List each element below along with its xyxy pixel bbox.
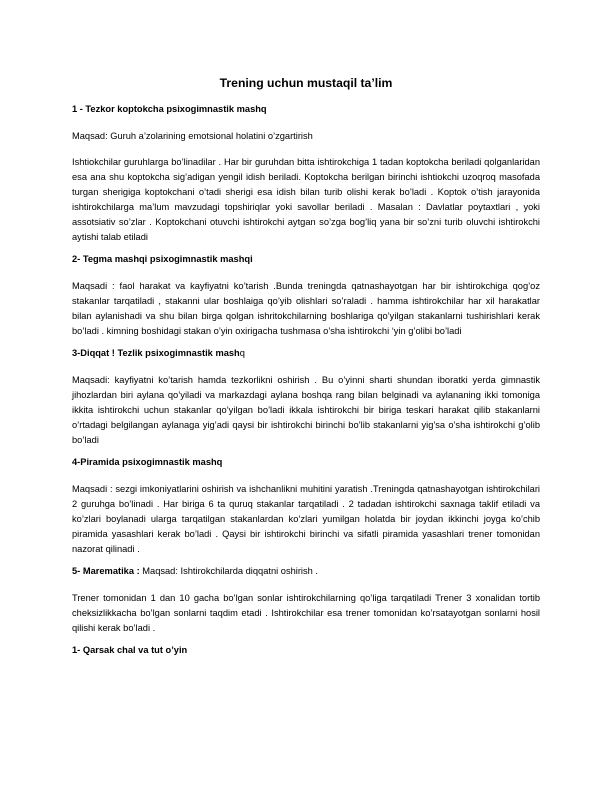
document-title: Trening uchun mustaqil ta’lim (219, 76, 393, 90)
section-1-heading: 1 - Tezkor koptokcha psixogimnastik mashq (72, 104, 267, 114)
section-1 (72, 103, 540, 245)
section-5-heading (72, 565, 540, 578)
section-5-heading-tail: Maqsad: Ishtirokchilarda diqqatni oshirish . (142, 566, 318, 576)
section-6-heading: 1- Qarsak chal va tut o’yin (72, 645, 188, 655)
section-5-heading-text: 5- Marematika : (72, 566, 143, 576)
section-1-body: Ishtiokchilar guruhlarga bo’linadilar . Har bir guruhdan bitta ishtirokchiga 1 tadan koptokcha beriladi qolganlaridan esa ana shu koptokcha sig’adigan yengil idish beriladi. Koptokcha berilgan birinchi ishtiokchi uzoqroq masofada turgan sherigiga koptokchani o’tadi sherigi esa idish bilan turib olishi kerak bo’ladi . Koptok o’tish jarayonida ishtirokchilarga ma’lum mavzudagi topshiriqlar yoki savollar beriladi . Masalan : Davlatlar poytaxtlari , yoki assotsiativ so’zlar . Koptokchani otuvchi ishtirokchi aytgan so’zga bog’liq yana bir so’zni turib oluvchi ishtirokchi aytishi talab etiladi (72, 157, 540, 242)
section-4-heading: 4-Piramida psixogimnastik mashq (72, 457, 223, 467)
section-3-body: Maqsadi: kayfiyatni ko’tarish hamda tezkorlikni oshirish . Bu o’yinni sharti shundan iboratki yerda gimnastik jihozlardan biri aylana qo’yiladi va markazdagi aylana boshqa rang bilan belginadi va aylananing ikki tomoniga ikkita ishtirokchi uchun stakanlar qo’yilgan bo’ladi ikkala ishtirokchi bir biriga teskari harakat qilib stakanlarni o’rtadagi belgilangan aylanaga yig’adi qaysi bir ishtirokchi birinchi bo’lib stakanlarni yig’sa o’sha ishtirokchi g’olib bo’ladi (72, 375, 540, 445)
section-6 (72, 644, 540, 657)
section-3 (72, 347, 540, 448)
section-3-heading (72, 347, 540, 360)
section-2-heading: 2- Tegma mashqi psixogimnastik mashqi (72, 254, 253, 264)
section-5-body: Trener tomonidan 1 dan 10 gacha bo’lgan sonlar ishtirokchilarning qo’liga tarqatiladi Trener 3 xonalidan tortib cheksizlikkacha bo’lgan sonlarni taqdim etadi . Ishtirokchilar esa trener tomonidan ko’rsatayotgan sonlarni hosil qilishi kerak bo’ladi . (72, 593, 540, 633)
section-2-body: Maqsadi : faol harakat va kayfiyatni ko’tarish .Bunda treningda qatnashayotgan har bir ishtirokchiga qog’oz stakanlar tarqatiladi , stakanni ular boshlaiga qo’yib olishlari so’raladi . hamma ishtirokchilar har xil harakatlar bilan aylanishadi va shu bilan birga qolgan ishritokchilarning boshlariga qo’yilgan stakanlarni tushirishlari kerak bo’ladi . kimning boshidagi stakan o’yin oxirigacha tushmasa o’sha ishtirokchi ‘yin g’olibi bo’ladi (72, 281, 540, 336)
section-2 (72, 253, 540, 339)
section-3-heading-tail: q (239, 348, 245, 358)
section-3-heading-text: 3-Diqqat ! Tezlik psixogimnastik mash (72, 348, 240, 358)
section-5 (72, 565, 540, 636)
section-4-body: Maqsadi : sezgi imkoniyatlarini oshirish va ishchanlikni muhitini yaratish .Treningda qatnashayotgan ishtirokchilari 2 guruhga bo’linadi . Har biriga 6 ta quruq stakanlar tarqatiladi . 2 tadadan ishtirokchi saxnaga taklif etiladi va ko’zlari boylanadi ularga tarqatilgan stakanlardan ko’zlari yumilgan holatda bir joydan ikkinchi joyga ko’chib piramida yasashlari kerak bo’ladi . Qaysi bir ishtirokchi birinchi va sifatli piramida yasashlari trener tomonidan nazorat qilinadi . (72, 484, 540, 554)
section-4 (72, 456, 540, 557)
section-1-maqsad: Maqsad: Guruh a’zolarining emotsional holatini o’zgartirish (72, 131, 313, 141)
